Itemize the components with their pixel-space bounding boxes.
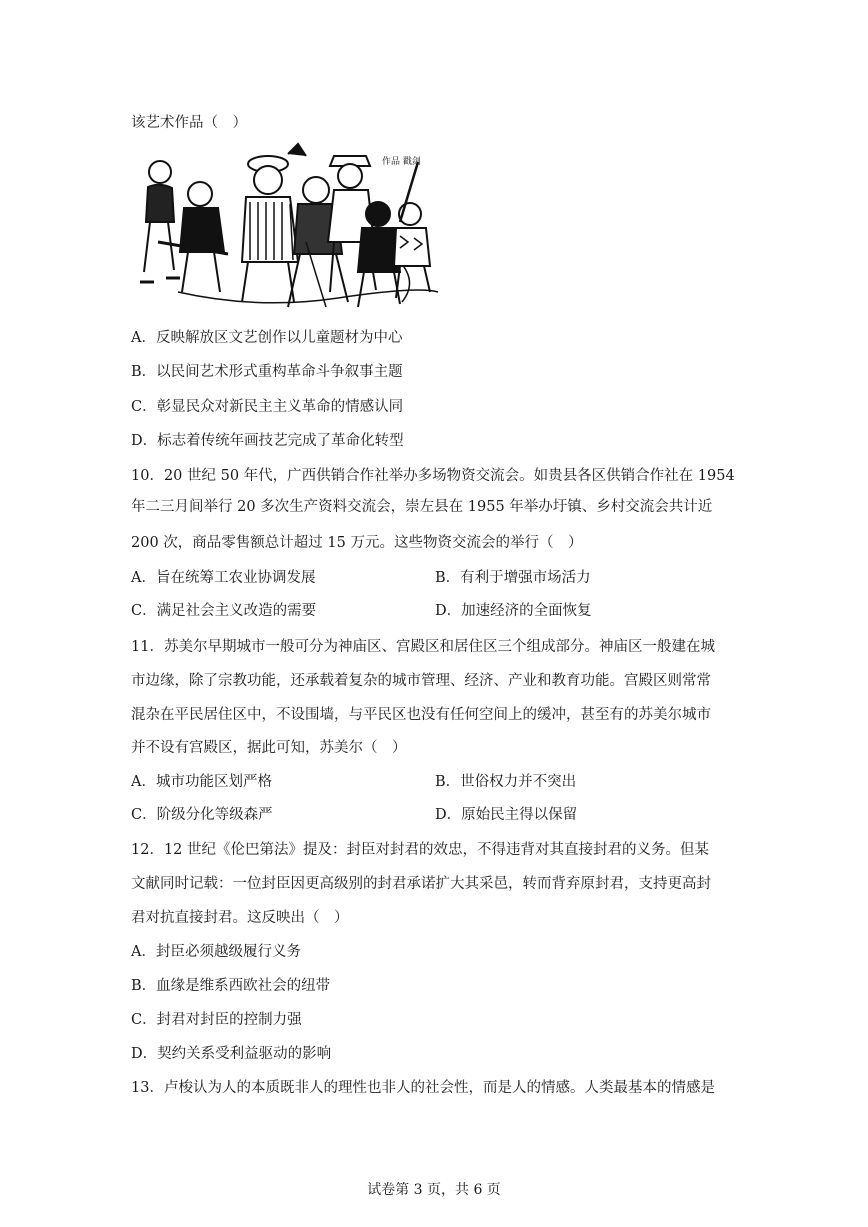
q12-stem-line-2: 文献同时记载：一位封臣因更高级别的封君承诺扩大其采邑，转而背弃原封君，支持更高封 bbox=[131, 876, 711, 892]
q10-option-d[interactable]: D．加速经济的全面恢复 bbox=[435, 603, 592, 619]
q10-stem-line-1: 10．20 世纪 50 年代，广西供销合作社举办多场物资交流会。如贵县各区供销合作社在 1954 bbox=[131, 468, 735, 484]
q11-stem-line-4: 并不设有宫殿区，据此可知，苏美尔（ ） bbox=[131, 740, 407, 756]
q9-option-a[interactable]: A．反映解放区文艺创作以儿童题材为中心 bbox=[131, 330, 403, 346]
q11-option-b[interactable]: B．世俗权力并不突出 bbox=[435, 774, 577, 790]
q10-option-b[interactable]: B．有利于增强市场活力 bbox=[435, 570, 591, 586]
q12-option-b[interactable]: B．血缘是维系西欧社会的纽带 bbox=[131, 978, 331, 994]
q11-option-c[interactable]: C．阶级分化等级森严 bbox=[131, 807, 273, 823]
q11-stem-line-3: 混杂在平民居住区中，不设围墙，与平民区也没有任何空间上的缓冲，甚至有的苏美尔城市 bbox=[131, 707, 711, 723]
q10-option-a[interactable]: A．旨在统筹工农业协调发展 bbox=[131, 570, 316, 586]
q10-stem-line-2: 年二三月间举行 20 多次生产资料交流会，崇左县在 1955 年举办圩镇、乡村交流会共计近 bbox=[131, 499, 713, 515]
q12-option-d[interactable]: D．契约关系受利益驱动的影响 bbox=[131, 1046, 332, 1062]
page-number-footer: 试卷第 3 页，共 6 页 bbox=[367, 1182, 501, 1198]
q12-option-a[interactable]: A．封臣必须越级履行义务 bbox=[131, 944, 301, 960]
woodcut-signature: 作品 戳剑 bbox=[382, 157, 421, 167]
woodcut-illustration bbox=[138, 142, 444, 314]
q12-stem-line-1: 12．12 世纪《伦巴第法》提及：封臣对封君的效忠，不得违背对其直接封君的义务。但某 bbox=[131, 842, 710, 858]
q11-stem-line-1: 11．苏美尔早期城市一般可分为神庙区、宫殿区和居住区三个组成部分。神庙区一般建在城 bbox=[131, 639, 715, 655]
q9-option-b[interactable]: B．以民间艺术形式重构革命斗争叙事主题 bbox=[131, 364, 403, 380]
q9-option-d[interactable]: D．标志着传统年画技艺完成了革命化转型 bbox=[131, 433, 404, 449]
q13-stem-line-1: 13．卢梭认为人的本质既非人的理性也非人的社会性，而是人的情感。人类最基本的情感是 bbox=[131, 1080, 715, 1096]
q9-stem-tail: 该艺术作品（ ） bbox=[131, 115, 247, 131]
q11-option-d[interactable]: D．原始民主得以保留 bbox=[435, 807, 578, 823]
q12-stem-line-3: 君对抗直接封君。这反映出（ ） bbox=[131, 910, 349, 926]
q11-option-a[interactable]: A．城市功能区划严格 bbox=[131, 774, 272, 790]
q11-stem-line-2: 市边缘，除了宗教功能，还承载着复杂的城市管理、经济、产业和教育功能。宫殿区则常常 bbox=[131, 673, 711, 689]
q10-stem-line-3: 200 次，商品零售额总计超过 15 万元。这些物资交流会的举行（ ） bbox=[131, 535, 583, 551]
q12-option-c[interactable]: C．封君对封臣的控制力强 bbox=[131, 1012, 302, 1028]
q9-option-c[interactable]: C．彰显民众对新民主主义革命的情感认同 bbox=[131, 399, 404, 415]
q10-option-c[interactable]: C．满足社会主义改造的需要 bbox=[131, 603, 317, 619]
